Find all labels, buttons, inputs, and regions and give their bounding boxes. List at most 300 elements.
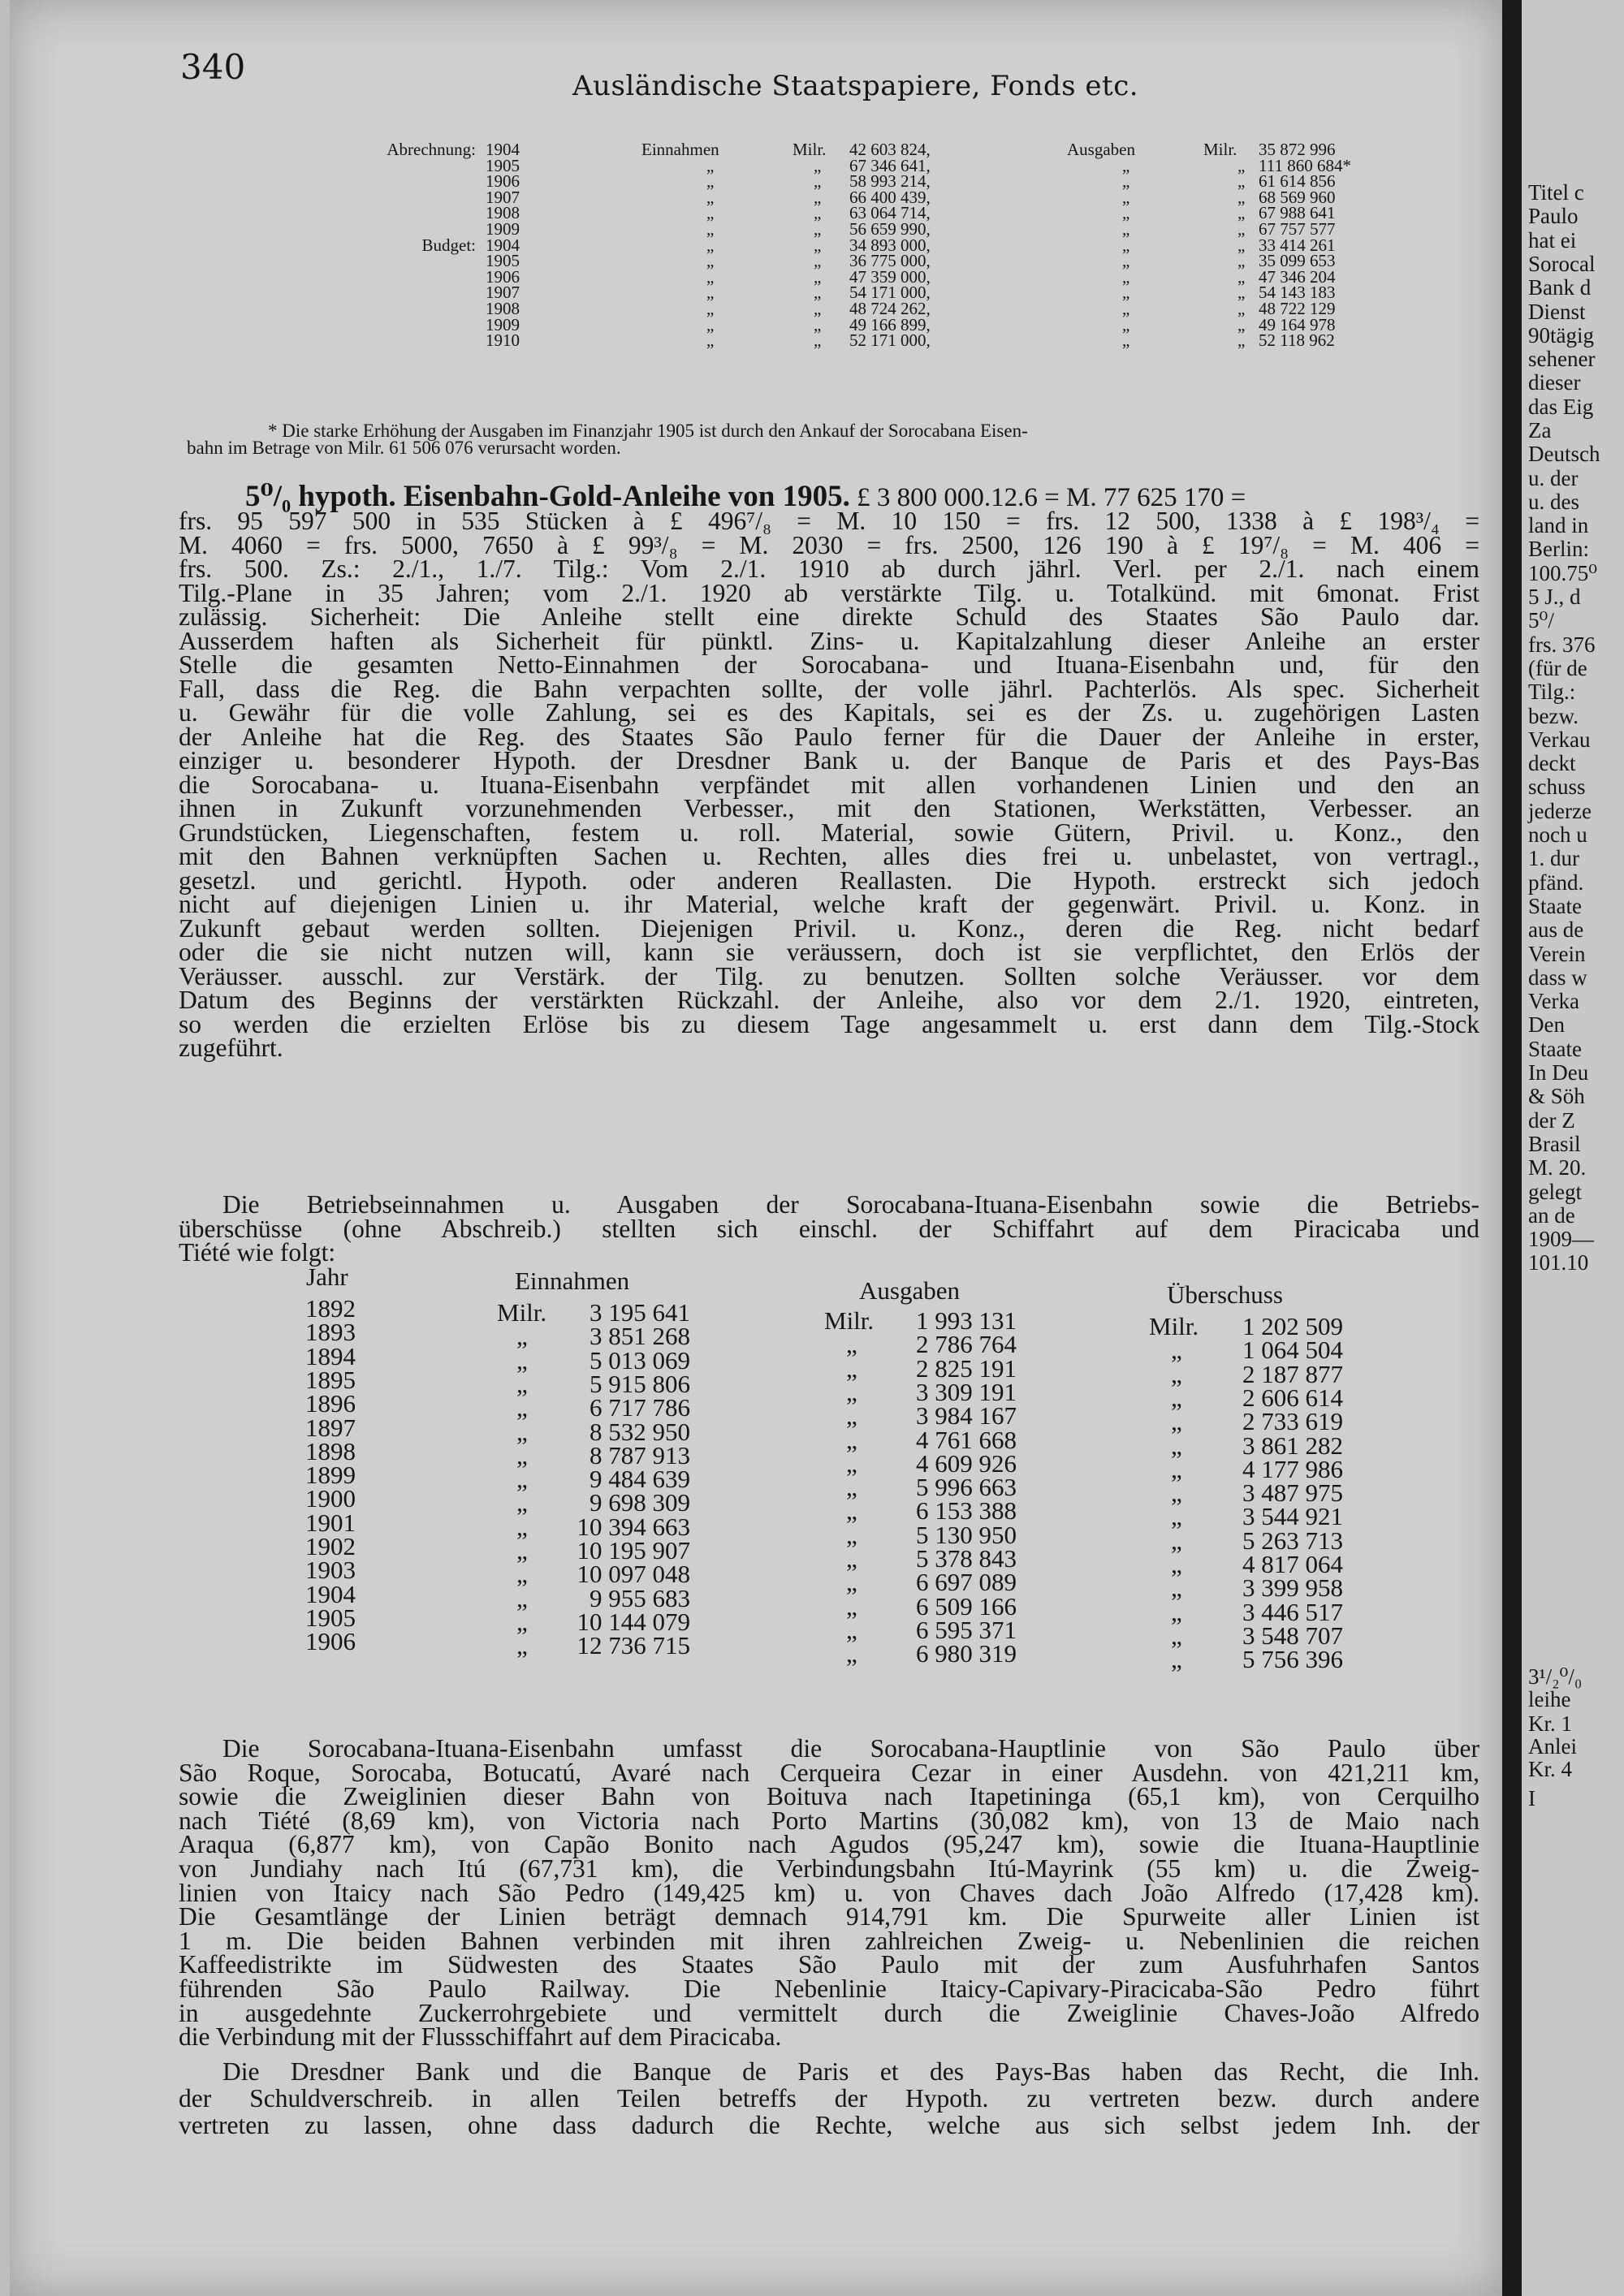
finance-ditto: „ [814,330,822,350]
table-unit: „ [846,1378,857,1406]
right-page-fragment: Anlei [1528,1734,1577,1759]
table-surplus: 3 861 282 [1242,1431,1343,1460]
right-page-fragment: Kr. 1 [1528,1711,1572,1736]
right-page-fragment: hat ei [1528,228,1577,252]
table-unit: „ [1171,1502,1182,1530]
right-page-fragment: 5 J., d [1528,585,1581,609]
finance-income: 42 603 824, [849,140,931,159]
table-income: 9 955 683 [590,1584,690,1612]
table-year: 1905 [305,1603,356,1632]
right-page-fragment: 100.75⁰ [1528,561,1598,585]
finance-ditto: „ [1237,171,1246,191]
section-line: die Sorocabana- u. Ituana-Eisenbahn verpfändet mit allen vorhandenen Linien und den an [179,770,1479,799]
section-heading: 5⁰/₀ hypoth. Eisenbahn-Gold-Anleihe von 1905. [245,480,850,513]
description-line: São Roque, Sorocaba, Botucatú, Avaré nach Cerqueira Cezar in einer Ausdehn. von 421,211 km, [179,1759,1479,1787]
finance-ditto: „ [814,219,822,239]
finance-ditto: „ [1122,156,1130,175]
table-year: 1901 [305,1508,356,1537]
right-page-fragment: Sorocal [1528,252,1596,276]
right-page-fragment: noch u [1528,822,1587,847]
right-page-fragment: Paulo [1528,204,1579,228]
table-unit: „ [516,1322,528,1350]
table-surplus: 2 187 877 [1242,1360,1343,1388]
finance-income: 34 893 000, [849,235,931,255]
description-line: linien von Itaicy nach São Pedro (149,425 km) u. von Chaves dach João Alfredo (17,428 km). [179,1879,1479,1907]
right-page-fragment: u. des [1528,490,1579,514]
finance-ditto: „ [1122,188,1130,207]
table-income: 3 851 268 [590,1322,690,1350]
table-unit: „ [516,1560,528,1588]
section-line: mit den Bahnen verknüpften Sachen u. Rechten, alles dies frei u. unbelastet, von vertragl., [179,842,1479,870]
table-year: 1900 [305,1484,356,1513]
table-surplus: 2 606 614 [1242,1383,1343,1412]
finance-income: 67 346 641, [849,156,931,175]
description-line: nach Tiété (8,69 km), von Victoria nach Porto Martins (30,082 km), von 13 de Maio nach [179,1806,1479,1835]
section-line: gesetzl. und gerichtl. Hypoth. oder anderen Reallasten. Die Hypoth. erstreckt sich jedoch [179,866,1479,895]
table-surplus: 5 263 713 [1242,1526,1343,1555]
section-line: Fall, dass die Reg. die Bahn verpachten sollte, der volle jährl. Pachterlös. Als spec. Sicherheit [179,675,1479,703]
description-line: 1 m. Die beiden Bahnen verbinden mit ihren zahlreichen Zweig- u. Nebenlinien die reichen [179,1927,1479,1955]
finance-year: 1904 [486,140,520,159]
right-page-fragment: Brasil [1528,1132,1581,1156]
description-line: Die Sorocabana-Ituana-Eisenbahn umfasst die Sorocabana-Hauptlinie von São Paulo über [222,1734,1479,1763]
table-year: 1893 [305,1318,356,1346]
finance-ditto: „ [814,283,822,302]
finance-income: 48 724 262, [849,299,931,318]
description-line: in ausgedehnte Zuckerrohrgebiete und vermittelt durch die Zweiglinie Chaves-João Alfredo [179,1999,1479,2027]
table-expense: 3 309 191 [916,1378,1017,1406]
table-unit: „ [1171,1407,1182,1435]
finance-expense: 61 614 856 [1259,171,1336,191]
table-unit: „ [846,1521,857,1549]
intro-line: überschüsse (ohne Abschreib.) stellten sich einschl. der Schiffahrt auf dem Piracicaba und [179,1215,1479,1243]
finance-expense: 68 569 960 [1259,188,1336,207]
section-line: u. Gewähr für die volle Zahlung, sei es des Kapitals, sei es der Zs. u. zugehörigen Lasten [179,698,1479,727]
finance-ditto: „ [1237,330,1246,350]
footnote-line-1: * Die starke Erhöhung der Ausgaben im Finanzjahr 1905 ist durch den Ankauf der Sorocabana Eisen- [268,421,1028,441]
finance-ditto: „ [1122,315,1130,334]
right-page-fragment: land in [1528,513,1589,537]
right-page-fragment: der Z [1528,1108,1575,1133]
description-line: führenden São Paulo Railway. Die Nebenlinie Itaicy-Capivary-Piracicaba-São Pedro führt [179,1974,1479,2003]
right-page-fragment: leihe [1528,1687,1571,1711]
intro-line: Die Betriebseinnahmen u. Ausgaben der Sorocabana-Ituana-Eisenbahn sowie die Betriebs- [222,1190,1479,1219]
right-page-fragment: 101.10 [1528,1250,1589,1275]
finance-unit: Milr. [793,140,827,159]
finance-ditto: „ [706,315,715,334]
table-unit: „ [1171,1526,1182,1555]
table-unit: „ [516,1346,528,1375]
right-page-fragment: sehener [1528,347,1596,371]
table-unit: „ [846,1592,857,1621]
finance-income: 47 359 000, [849,267,931,287]
section-line: Ausserdem haften als Sicherheit für pünktl. Zins- u. Kapitalzahlung dieser Anleihe an erster [179,627,1479,655]
right-page-fragment: I [1528,1786,1535,1810]
table-expense: 6 153 388 [916,1496,1017,1525]
section-line: nicht auf diejenigen Linien u. ihr Material, welche kraft der gegenwärt. Privil. u. Konz. in [179,890,1479,918]
section-line: zulässig. Sicherheit: Die Anleihe stellt eine direkte Schuld des Staates São Paulo dar. [179,602,1479,631]
right-page-fragment: jederze [1528,799,1592,823]
right-page-fragment: dieser [1528,370,1581,395]
table-income: 10 394 663 [577,1513,690,1541]
table-income: 12 736 715 [577,1631,690,1659]
right-page-fragment: Tilg.: [1528,680,1576,704]
finance-ditto: „ [814,235,822,255]
finance-ditto: „ [814,299,822,318]
table-unit: „ [846,1401,857,1430]
table-unit: „ [516,1370,528,1398]
finance-ditto: „ [814,203,822,222]
right-page-fragment: 1909— [1528,1227,1594,1251]
section-line: frs. 500. Zs.: 2./1., 1./7. Tilg.: Vom 2./1. 1910 ab durch jährl. Verl. per 2./1. nach einem [179,555,1479,583]
table-unit: „ [516,1488,528,1517]
right-page-fragment: Berlin: [1528,537,1589,561]
finance-expense: 48 722 129 [1259,299,1336,318]
finance-year: 1909 [486,315,520,334]
table-income: 10 097 048 [577,1560,690,1588]
finance-ditto: „ [706,283,715,302]
section-heading-amount: £ 3 800 000.12.6 = M. 77 625 170 = [849,483,1246,512]
table-unit: „ [1171,1478,1182,1507]
table-income: 3 195 641 [590,1298,690,1327]
table-expense: 6 595 371 [916,1616,1017,1644]
right-page-fragment: deckt [1528,751,1576,775]
finance-ditto: „ [1122,203,1130,222]
finance-section-label: Budget: [421,235,476,255]
table-year: 1896 [305,1389,356,1418]
finance-year: 1907 [486,283,520,302]
finance-income: 36 775 000, [849,251,931,270]
table-unit: „ [516,1631,528,1659]
section-line: M. 4060 = frs. 5000, 7650 à £ 99³/₈ = M. 2030 = frs. 2500, 126 190 à £ 19⁷/₈ = M. 406 = [179,531,1479,559]
table-unit: „ [846,1496,857,1525]
table-income: 8 787 913 [590,1441,690,1470]
table-unit: „ [516,1393,528,1422]
table-unit: „ [516,1418,528,1446]
table-surplus: 3 544 921 [1242,1502,1343,1530]
final-line: vertreten zu lassen, ohne dass dadurch die Rechte, welche aus sich selbst jedem Inh. der [179,2111,1479,2139]
finance-expense: 67 757 577 [1259,219,1336,239]
finance-einnahmen-label: Einnahmen [641,140,719,159]
table-unit: „ [516,1513,528,1541]
finance-year: 1909 [486,219,520,239]
finance-ditto: „ [1237,283,1246,302]
table-surplus: 2 733 619 [1242,1407,1343,1435]
right-page-fragment: 90tägig [1528,323,1594,347]
table-unit: „ [846,1473,857,1501]
final-line: der Schuldverschreib. in allen Teilen betreffs der Hypoth. zu vertreten bezw. durch andere [179,2084,1479,2113]
section-line: Zukunft gebaut werden sollten. Diejenigen Privil. u. Konz., deren die Reg. nicht bedarf [179,914,1479,943]
finance-ditto: „ [1237,315,1246,334]
table-expense: 5 378 843 [916,1544,1017,1573]
finance-expense: 47 346 204 [1259,267,1336,287]
book-page-left [10,0,1502,2296]
finance-ditto: „ [706,203,715,222]
table-income: 5 013 069 [590,1346,690,1375]
finance-income: 58 993 214, [849,171,931,191]
description-line: die Verbindung mit der Flussschiffahrt auf dem Piracicaba. [179,2022,782,2051]
finance-ditto: „ [1237,251,1246,270]
finance-year: 1907 [486,188,520,207]
table-header-ausgaben: Ausgaben [859,1276,960,1305]
table-unit: „ [1171,1621,1182,1650]
table-header-jahr: Jahr [306,1262,348,1291]
right-page-fragment: Verein [1528,942,1586,966]
finance-ditto: „ [814,171,822,191]
table-unit: „ [846,1568,857,1596]
section-line: Datum des Beginns der verstärkten Rückzahl. der Anleihe, also vor dem 2./1. 1920, eintreten, [179,986,1479,1014]
right-page-fragment: M. 20. [1528,1155,1587,1180]
finance-income: 49 166 899, [849,315,931,334]
right-page-fragment: gelegt [1528,1180,1582,1204]
finance-expense: 49 164 978 [1259,315,1336,334]
finance-ditto: „ [706,235,715,255]
table-expense: 1 993 131 [916,1306,1017,1335]
right-page-fragment: Bank d [1528,275,1592,300]
table-expense: 5 996 663 [916,1473,1017,1501]
table-unit: Milr. [824,1306,875,1335]
finance-ditto: „ [706,156,715,175]
finance-ditto: „ [1237,235,1246,255]
table-unit: „ [846,1639,857,1668]
table-surplus: 3 399 958 [1242,1573,1343,1602]
finance-ditto: „ [1122,283,1130,302]
right-page-fragment: 3¹/₂⁰/₀ [1528,1664,1583,1689]
table-surplus: 3 487 975 [1242,1478,1343,1507]
table-income: 9 698 309 [590,1488,690,1517]
table-expense: 4 761 668 [916,1426,1017,1454]
table-expense: 6 697 089 [916,1568,1017,1596]
right-page-fragment: In Deu [1528,1060,1589,1085]
finance-expense: 52 118 962 [1259,330,1335,350]
table-expense: 6 980 319 [916,1639,1017,1668]
right-page-fragment: Dienst [1528,300,1586,324]
finance-ditto: „ [1122,219,1130,239]
section-line: Grundstücken, Liegenschaften, festem u. roll. Material, sowie Gütern, Privil. u. Konz., den [179,818,1479,847]
finance-year: 1908 [486,299,520,318]
table-header-ueberschuss: Überschuss [1167,1280,1283,1309]
finance-ditto: „ [1237,219,1246,239]
right-page-fragment: u. der [1528,466,1579,490]
table-expense: 6 509 166 [916,1592,1017,1621]
table-unit: Milr. [497,1298,547,1327]
table-unit: „ [1171,1431,1182,1460]
table-unit: „ [516,1608,528,1636]
finance-year: 1910 [486,330,520,350]
table-surplus: 3 446 517 [1242,1598,1343,1626]
finance-expense: 35 099 653 [1259,251,1336,270]
finance-ditto: „ [706,188,715,207]
finance-ditto: „ [1237,299,1246,318]
right-page-fragment: das Eig [1528,395,1594,419]
finance-ditto: „ [706,219,715,239]
table-surplus: 1 064 504 [1242,1336,1343,1364]
section-line: frs. 95 597 500 in 535 Stücken à £ 496⁷/₈ = M. 10 150 = frs. 12 500, 1338 à £ 198³/₄ = [179,507,1479,535]
right-page-fragment: Titel c [1528,180,1584,205]
finance-unit: Milr. [1203,140,1237,159]
finance-ditto: „ [706,299,715,318]
finance-year: 1906 [486,171,520,191]
section-line: Veräusser. ausschl. zur Verstärk. der Tilg. zu benutzen. Sollten solche Veräusser. vor dem [179,962,1479,990]
right-page-fragment: dass w [1528,965,1587,990]
finance-ditto: „ [1122,251,1130,270]
table-unit: „ [1171,1455,1182,1483]
table-expense: 2 786 764 [916,1330,1017,1358]
finance-expense: 111 860 684* [1259,156,1351,175]
finance-year: 1905 [486,251,520,270]
right-page-fragment: aus de [1528,917,1584,942]
finance-expense: 33 414 261 [1259,235,1336,255]
right-page-fragment: & Söh [1528,1084,1585,1108]
right-page-fragment: pfänd. [1528,870,1584,895]
finance-expense: 35 872 996 [1259,140,1336,159]
right-page-fragment: Staate [1528,894,1582,918]
finance-ditto: „ [1122,299,1130,318]
table-income: 5 915 806 [590,1370,690,1398]
table-surplus: 5 756 396 [1242,1645,1343,1673]
finance-ditto: „ [814,315,822,334]
table-unit: „ [1171,1360,1182,1388]
section-line: der Anleihe hat die Reg. des Staates São Paulo ferner für die Dauer der Anleihe in erster, [179,723,1479,751]
right-page-fragment: an de [1528,1203,1575,1228]
finance-section-label: Abrechnung: [387,140,476,159]
finance-ditto: „ [1237,156,1246,175]
finance-ditto: „ [706,171,715,191]
section-line: zugeführt. [179,1034,283,1062]
table-unit: „ [1171,1383,1182,1412]
finance-year: 1905 [486,156,520,175]
finance-ditto: „ [814,156,822,175]
table-expense: 2 825 191 [916,1354,1017,1383]
finance-income: 66 400 439, [849,188,931,207]
finance-ditto: „ [706,251,715,270]
table-unit: „ [1171,1645,1182,1673]
table-year: 1892 [305,1294,356,1323]
right-page-fragment: (für de [1528,656,1587,680]
table-unit: „ [1171,1573,1182,1602]
finance-ditto: „ [706,267,715,287]
table-income: 10 144 079 [577,1608,690,1636]
table-unit: „ [1171,1336,1182,1364]
finance-ditto: „ [1237,267,1246,287]
table-unit: „ [516,1536,528,1564]
table-year: 1898 [305,1437,356,1465]
finance-expense: 54 143 183 [1259,283,1336,302]
table-income: 8 532 950 [590,1418,690,1446]
table-year: 1894 [305,1342,356,1370]
table-unit: „ [846,1616,857,1644]
table-unit: „ [846,1354,857,1383]
table-unit: „ [516,1465,528,1493]
description-line: Araqua (6,877 km), von Capão Bonito nach Agudos (95,247 km), sowie die Ituana-Hauptlinie [179,1830,1479,1858]
finance-year: 1908 [486,203,520,222]
right-page-fragment: Deutsch [1528,442,1600,466]
table-year: 1897 [305,1413,356,1442]
table-year: 1903 [305,1556,356,1584]
table-year: 1895 [305,1366,356,1394]
finance-ditto: „ [706,330,715,350]
right-page-fragment: 1. dur [1528,846,1579,870]
table-surplus: 4 177 986 [1242,1455,1343,1483]
finance-ditto: „ [1122,235,1130,255]
finance-income: 52 171 000, [849,330,931,350]
footnote-line-2: bahn im Betrage von Milr. 61 506 076 verursacht worden. [187,438,621,458]
right-page-fragment: frs. 376 [1528,632,1596,657]
finance-year: 1906 [486,267,520,287]
finance-income: 56 659 990, [849,219,931,239]
table-income: 9 484 639 [590,1465,690,1493]
table-header-einnahmen: Einnahmen [515,1267,630,1295]
finance-ditto: „ [1122,267,1130,287]
right-page-fragment: Verka [1528,989,1579,1013]
final-line: Die Dresdner Bank und die Banque de Paris et des Pays-Bas haben das Recht, die Inh. [222,2057,1479,2086]
finance-year: 1904 [486,235,520,255]
finance-ditto: „ [1237,203,1246,222]
right-page-fragment: bezw. [1528,704,1579,728]
table-expense: 3 984 167 [916,1401,1017,1430]
table-unit: „ [846,1544,857,1573]
table-expense: 4 609 926 [916,1449,1017,1478]
description-line: Die Gesamtlänge der Linien beträgt demnach 914,791 km. Die Spurweite aller Linien ist [179,1902,1479,1931]
table-unit: „ [516,1584,528,1612]
right-page-fragment: Kr. 4 [1528,1757,1572,1781]
table-unit: „ [1171,1550,1182,1578]
table-unit: „ [846,1330,857,1358]
right-page-fragment: schuss [1528,775,1586,799]
section-line: so werden die erzielten Erlöse bis zu diesem Tage angesammelt u. erst dann dem Tilg.-Stock [179,1010,1479,1038]
table-unit: „ [1171,1598,1182,1626]
table-surplus: 4 817 064 [1242,1550,1343,1578]
table-year: 1906 [305,1627,356,1655]
finance-income: 54 171 000, [849,283,931,302]
finance-ditto: „ [814,251,822,270]
finance-ditto: „ [1122,330,1130,350]
finance-ditto: „ [814,267,822,287]
finance-ditto: „ [1237,188,1246,207]
table-surplus: 3 548 707 [1242,1621,1343,1650]
description-line: Kaffeedistrikte im Südwesten des Staates São Paulo mit der zum Ausfuhrhafen Santos [179,1950,1479,1979]
table-unit: „ [516,1441,528,1470]
table-income: 6 717 786 [590,1393,690,1422]
running-head: Ausländische Staatspapiere, Fonds etc. [572,70,1139,102]
finance-expense: 67 988 641 [1259,203,1336,222]
table-unit: Milr. [1149,1312,1199,1340]
book-page-right-fragment [1522,0,1624,2296]
right-page-fragment: Staate [1528,1037,1582,1061]
finance-ditto: „ [1122,171,1130,191]
table-unit: „ [846,1426,857,1454]
right-page-fragment: Den [1528,1012,1565,1037]
table-year: 1899 [305,1461,356,1489]
right-page-fragment: Verkau [1528,727,1591,752]
section-line: oder die sie nicht nutzen will, kann sie veräussern, doch ist sie verpflichtet, den Erlös der [179,938,1479,966]
section-line: ihnen in Zukunft vorzunehmenden Verbesser., mit den Stationen, Werkstätten, Verbesser. an [179,794,1479,822]
book-gutter [1502,0,1522,2296]
intro-line: Tiété wie folgt: [179,1238,336,1267]
table-expense: 5 130 950 [916,1521,1017,1549]
table-income: 10 195 907 [577,1536,690,1564]
section-line: Stelle die gesamten Netto-Einnahmen der Sorocabana- und Ituana-Eisenbahn und, für den [179,650,1479,679]
table-year: 1902 [305,1532,356,1560]
finance-ausgaben-label: Ausgaben [1067,140,1135,159]
right-page-fragment: 5⁰/ [1528,608,1554,632]
table-year: 1904 [305,1580,356,1608]
page-number: 340 [180,47,246,87]
right-page-fragment: Za [1528,418,1552,442]
finance-income: 63 064 714, [849,203,931,222]
description-line: von Jundiahy nach Itú (67,731 km), die Verbindungsbahn Itú-Mayrink (55 km) u. die Zweig- [179,1854,1479,1883]
table-unit: „ [846,1449,857,1478]
